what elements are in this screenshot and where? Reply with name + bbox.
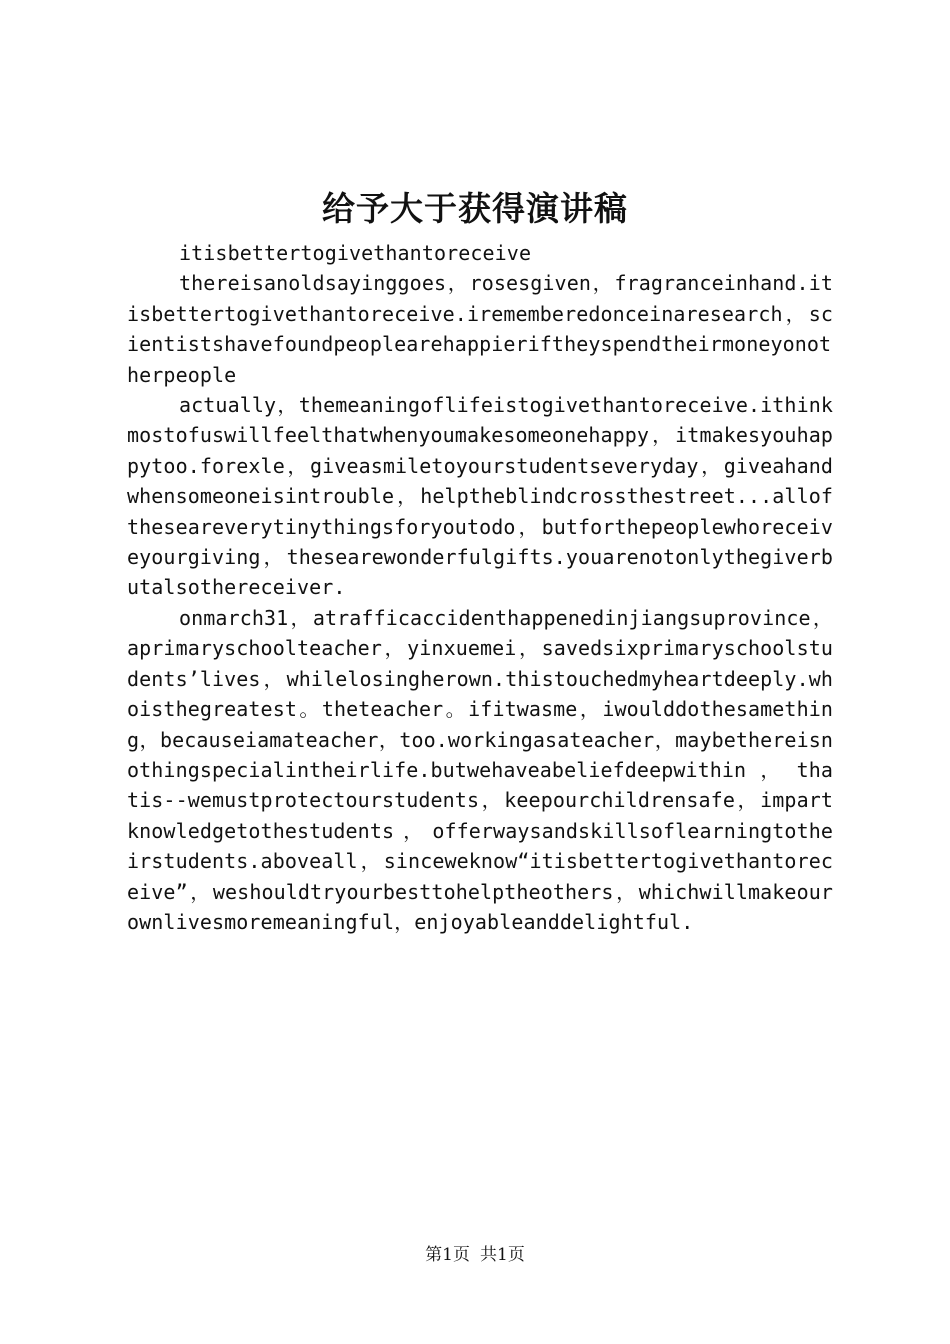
- paragraph-4: onmarch31，atrafficaccidenthappenedinjiangsuprovince，aprimaryschoolteacher，yinxuemei，savedsixprimaryschoolstudents’lives，whilelosingherown.thistouchedmyheartdeeply.whoisthegreatest。theteacher。ifitwasme，iwoulddothesamething，becauseiamateacher，too.workingasateacher，maybethereisnothingspecialintheirlife.butwehaveabeliefdeepwithin ， thatis--wemustprotectourstudents，keepourchildrensafe，impartknowledgetothestudents，offerwaysandskillsoflearningtothe irstudents.aboveall，sinceweknow“itisbettertogivethantoreceive”，weshouldtryourbesttohelptheothers，whichwillmakeourownlivesmoremeaningful，enjoyableanddelightful.: [127, 605, 833, 934]
- paragraph-3: actually，themeaningoflifeistogivethantoreceive.ithinkmostofuswillfeelthatwhenyoumakesomeonehappy，itmakesyouhappytoo.forexle，giveasmiletoyourstudentseveryday，giveahandwhensomeoneisintrouble，helptheblindcrossthestreet...alloftheseareverytinythingsforyoutodo，butforthepeoplewhoreceiveyourgiving，thesearewonderfulgifts.youarenotonlythegiverbutalsothereceiver.: [127, 393, 833, 600]
- document-title: 给予大于获得演讲稿: [322, 189, 628, 228]
- paragraph-2: thereisanoldsayinggoes，rosesgiven，fragranceinhand.itisbettertogivethantoreceive.irememberedonceinaresearch，scientistshavefoundpeoplearehappieriftheyspendtheirmoneyonotherpeople: [127, 271, 833, 387]
- paragraph-1: itisbettertogivethantoreceive: [179, 241, 532, 265]
- page-total: 共1页: [480, 1245, 525, 1265]
- document-body: [127, 238, 833, 937]
- page-number: 第1页: [425, 1245, 470, 1265]
- page-footer: [0, 1243, 950, 1267]
